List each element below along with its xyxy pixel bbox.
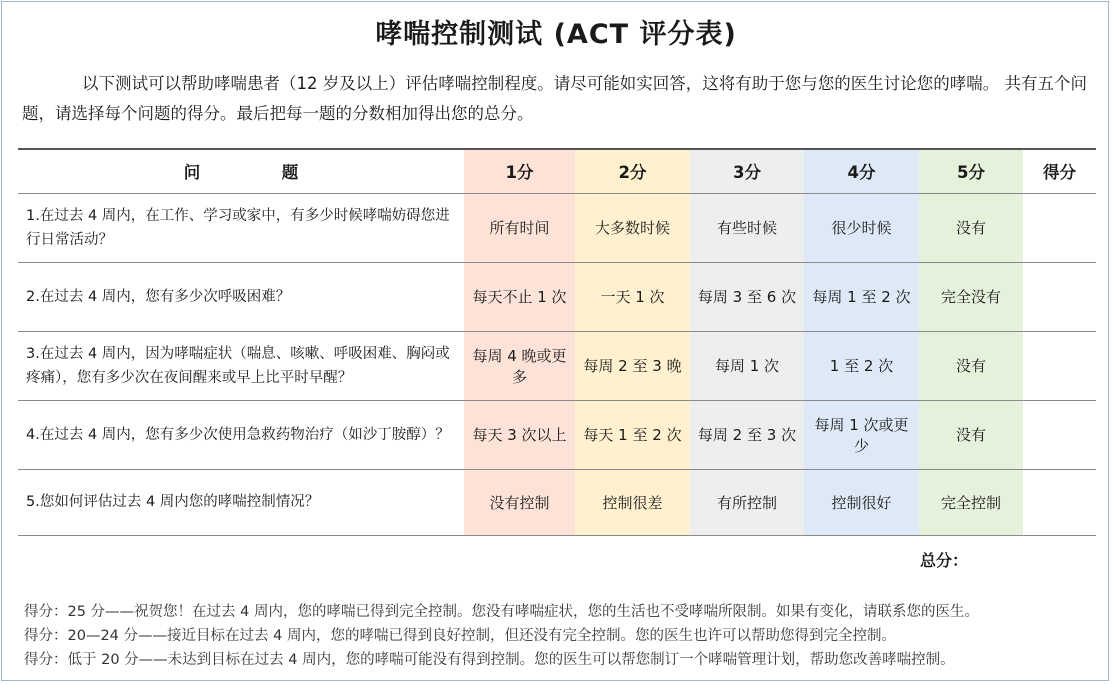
option-cell[interactable]: 大多数时候 [575,193,690,262]
question-3: 3.在过去 4 周内，因为哮喘症状（喘息、咳嗽、呼吸困难、胸闷或疼痛），您有多少次在夜间醒来或早上比平时早醒？ [18,331,464,400]
table-row [18,193,1096,262]
question-2: 2.在过去 4 周内，您有多少次呼吸困难？ [18,262,464,331]
score-5-header: 5分 [919,149,1023,193]
intro-text: 以下测试可以帮助哮喘患者（12 岁及以上）评估哮喘控制程度。请尽可能如实回答，这将有助于您与您的医生讨论您的哮喘。 共有五个问题，请选择每个问题的得分。最后把每一题的分数相加得出您的总分。 [22,74,1087,123]
table-row [18,400,1096,469]
option-cell[interactable]: 控制很好 [804,469,919,535]
points-cell[interactable] [1023,400,1096,469]
points-cell[interactable] [1023,193,1096,262]
option-cell[interactable]: 有所控制 [690,469,804,535]
option-cell[interactable]: 每周 2 至 3 次 [690,400,804,469]
note-score-below-20: 得分：低于 20 分——未达到目标在过去 4 周内，您的哮喘可能没有得到控制。您的医生可以帮您制订一个哮喘管理计划，帮助您改善哮喘控制。 [24,652,955,668]
points-cell[interactable] [1023,262,1096,331]
option-cell[interactable]: 每周 1 次 [690,331,804,400]
option-cell[interactable]: 每周 4 晚或更多 [464,331,575,400]
table-row [18,469,1096,535]
total-score-label: 总分： [920,551,969,570]
question-header-char-2: 题 [281,163,299,183]
option-cell[interactable]: 每周 1 次或更少 [804,400,919,469]
option-cell[interactable]: 每天 1 至 2 次 [575,400,690,469]
question-4: 4.在过去 4 周内，您有多少次使用急救药物治疗（如沙丁胺醇）？ [18,400,464,469]
option-cell[interactable]: 有些时候 [690,193,804,262]
note-score-20-24: 得分：20—24 分——接近目标在过去 4 周内，您的哮喘已得到良好控制，但还没有完全控制。您的医生也许可以帮助您得到完全控制。 [24,628,896,644]
question-1: 1.在过去 4 周内，在工作、学习或家中，有多少时候哮喘妨碍您进行日常活动？ [18,193,464,262]
option-cell[interactable]: 每天 3 次以上 [464,400,575,469]
option-cell[interactable]: 一天 1 次 [575,262,690,331]
option-cell[interactable]: 没有 [919,193,1023,262]
score-2-header: 2分 [575,149,690,193]
points-cell[interactable] [1023,469,1096,535]
question-header-char-1: 问 [183,163,201,183]
points-header: 得分 [1023,149,1096,193]
table-row [18,331,1096,400]
option-cell[interactable]: 每天不止 1 次 [464,262,575,331]
page-title: 哮喘控制测试 (ACT 评分表) [375,19,737,50]
table-header-row [18,149,1096,193]
score-1-header: 1分 [464,149,575,193]
option-cell[interactable]: 没有 [919,400,1023,469]
option-cell[interactable]: 每周 3 至 6 次 [690,262,804,331]
option-cell[interactable]: 每周 1 至 2 次 [804,262,919,331]
act-score-table [18,148,1096,536]
question-5: 5.您如何评估过去 4 周内您的哮喘控制情况？ [18,469,464,535]
score-interpretation [24,600,1104,672]
note-score-25: 得分：25 分——祝贺您！在过去 4 周内，您的哮喘已得到完全控制。您没有哮喘症状，您的生活也不受哮喘所限制。如果有变化，请联系您的医生。 [24,604,979,620]
table-row [18,262,1096,331]
option-cell[interactable]: 所有时间 [464,193,575,262]
question-column-header [18,149,464,193]
option-cell[interactable]: 完全控制 [919,469,1023,535]
option-cell[interactable]: 很少时候 [804,193,919,262]
option-cell[interactable]: 控制很差 [575,469,690,535]
option-cell[interactable]: 完全没有 [919,262,1023,331]
option-cell[interactable]: 每周 2 至 3 晚 [575,331,690,400]
option-cell[interactable]: 没有 [919,331,1023,400]
score-3-header: 3分 [690,149,804,193]
option-cell[interactable]: 1 至 2 次 [804,331,919,400]
score-4-header: 4分 [804,149,919,193]
option-cell[interactable]: 没有控制 [464,469,575,535]
points-cell[interactable] [1023,331,1096,400]
